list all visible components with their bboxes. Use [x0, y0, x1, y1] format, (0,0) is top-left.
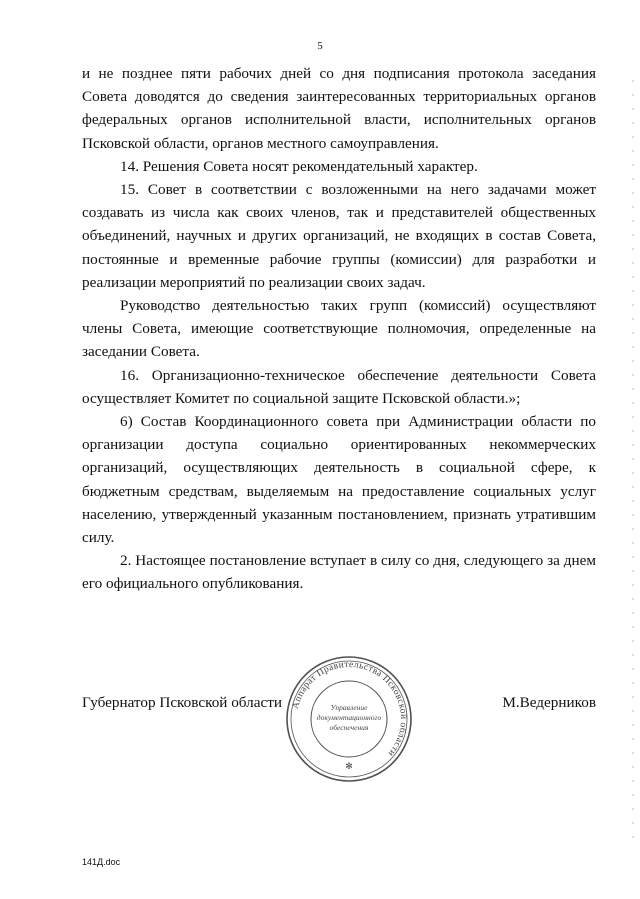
paragraph: 6) Состав Координационного совета при Администрации области по организации доступа социально ориентированных некоммерческих организаций, осуществляющих деятельность в социальной сфере, к бюджетным средствам, выделяемым на предоставление социальных услуг населению, утвержденный указанным постановлением, признать утратившим силу.: [82, 413, 596, 547]
seal-inner-line: обеспечения: [329, 723, 369, 732]
paragraph: и не позднее пяти рабочих дней со дня подписания протокола заседания Совета доводятся до сведения заинтересованных территориальных органов федеральных органов исполнительной власти, исполнительных органов Псковской области, органов местного самоуправления.: [82, 65, 596, 152]
paragraph: 2. Настоящее постановление вступает в силу со дня, следующего за днем его официального опубликования.: [82, 552, 596, 593]
paragraph: 15. Совет в соответствии с возложенными на него задачами может создавать из числа как своих членов, так и представителей общественных объединений, научных и других организаций, не входящих в состав Совета, постоянные и временные рабочие группы (комиссии) для разработки и реализации мероприятий по реализации своих задач.: [82, 181, 596, 291]
page-number: 5: [317, 40, 323, 52]
paragraph: 16. Организационно-техническое обеспечение деятельности Совета осуществляет Комитет по социальной защите Псковской области.»;: [82, 366, 596, 407]
signatory-name: М.Ведерников: [502, 694, 596, 711]
scan-edge-marks: [632, 80, 634, 840]
official-seal: [284, 654, 414, 784]
seal-inner-line: документационного: [316, 713, 382, 722]
document-body: [82, 62, 596, 596]
seal-outer-text: Аппарат Правительства Псковской области: [291, 659, 409, 759]
paragraph: Руководство деятельностью таких групп (комиссий) осуществляют члены Совета, имеющие соответствующие полномочия, определенные на заседании Совета.: [82, 297, 596, 361]
seal-inner-line: Управление: [330, 703, 368, 712]
file-name: 141Д.doc: [82, 857, 121, 867]
signatory-position: Губернатор Псковской области: [82, 694, 282, 711]
paragraph: 14. Решения Совета носят рекомендательный характер.: [120, 157, 478, 175]
seal-star-icon: ✻: [345, 761, 353, 771]
